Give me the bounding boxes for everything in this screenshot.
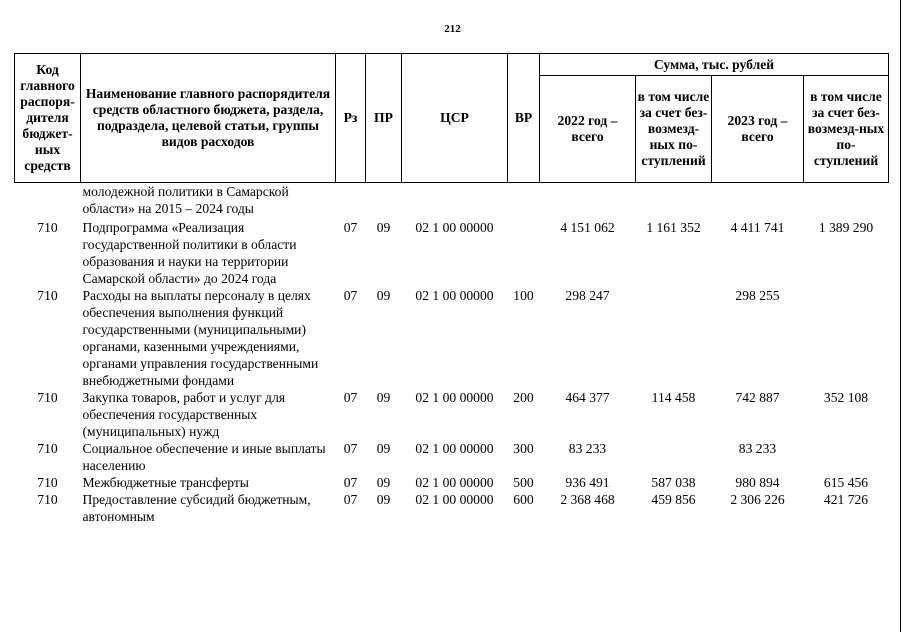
cell-pr: 09 (376, 474, 391, 490)
cell-vr (508, 183, 540, 219)
header-sum: Сумма, тыс. рублей (540, 54, 889, 76)
cell-csr (402, 183, 508, 219)
cell-csr: 02 1 00 00000 (415, 219, 494, 235)
cell-rz: 07 (343, 474, 358, 490)
cell-csr: 02 1 00 00000 (415, 440, 494, 456)
cell-csr: 02 1 00 00000 (415, 491, 494, 507)
cell-2023-free: 615 456 (823, 474, 869, 490)
cell-pr: 09 (376, 219, 391, 235)
header-rz: Рз (336, 54, 366, 183)
cell-2023-free (804, 440, 889, 474)
cell-2022-free: 1 161 352 (646, 219, 701, 235)
cell-2023-total: 298 255 (735, 287, 780, 303)
cell-2022-free (636, 287, 712, 389)
cell-name: молодежной политики в Самарской области» на 2015 – 2024 годы (82, 184, 289, 216)
header-2023-total: 2023 год – всего (712, 76, 804, 183)
cell-csr: 02 1 00 00000 (415, 389, 494, 405)
cell-code: 710 (37, 440, 58, 456)
cell-vr (508, 219, 540, 287)
cell-2023-total: 742 887 (735, 389, 780, 405)
cell-2022-total: 298 247 (565, 287, 610, 303)
header-name: Наименование главного распорядителя средств областного бюджета, раздела, подраздела, целевой статьи, группы видов расходов (81, 54, 336, 183)
cell-2022-total: 83 233 (568, 440, 607, 456)
table-row (15, 474, 889, 491)
table-row (15, 287, 889, 389)
table-row (15, 440, 889, 474)
cell-rz: 07 (343, 219, 358, 235)
header-2023-free: в том числе за счет без-возмезд-ных по-ступлений (804, 76, 889, 183)
cell-vr: 300 (513, 440, 534, 456)
cell-csr: 02 1 00 00000 (415, 474, 494, 490)
cell-2023-total: 2 306 226 (730, 491, 785, 507)
table-row (15, 219, 889, 287)
cell-2022-total: 2 368 468 (560, 491, 615, 507)
cell-2022-free: 459 856 (651, 491, 696, 507)
cell-2022-free (636, 183, 712, 219)
page-edge-line (900, 0, 901, 632)
cell-2023-free: 352 108 (823, 389, 869, 405)
table-row (15, 389, 889, 440)
cell-code: 710 (37, 389, 58, 405)
cell-name: Расходы на выплаты персоналу в целях обеспечения выполнения функций государственными (муниципальными) органами, казенными учреждениями, органами управления государственными внебюджетными фондами (82, 287, 319, 388)
cell-2022-total: 4 151 062 (560, 219, 615, 235)
cell-csr: 02 1 00 00000 (415, 287, 494, 303)
cell-2023-free (804, 287, 889, 389)
cell-vr: 500 (513, 474, 534, 490)
cell-2023-free (804, 183, 889, 219)
cell-rz: 07 (343, 491, 358, 507)
header-csr: ЦСР (402, 54, 508, 183)
header-vr: ВР (508, 54, 540, 183)
cell-rz: 07 (343, 287, 358, 303)
cell-name: Подпрограмма «Реализация государственной политики в области образования и науки на территории Самарской области» до 2024 года (82, 219, 297, 286)
table-header (15, 54, 889, 183)
cell-pr: 09 (376, 491, 391, 507)
cell-pr (366, 183, 402, 219)
cell-vr: 600 (513, 491, 534, 507)
header-2022-free: в том числе за счет без-возмезд-ных по-ступлений (636, 76, 712, 183)
cell-rz: 07 (343, 440, 358, 456)
cell-2023-total: 4 411 741 (730, 219, 785, 235)
cell-2023-total (712, 183, 804, 219)
cell-code (15, 183, 81, 219)
cell-name: Закупка товаров, работ и услуг для обеспечения государственных (муниципальных) нужд (82, 389, 286, 439)
header-code: Код главного распоря-дителя бюджет-ных средств (15, 54, 81, 183)
cell-code: 710 (37, 491, 58, 507)
cell-2023-free: 1 389 290 (818, 219, 874, 235)
cell-2022-free: 114 458 (651, 389, 696, 405)
budget-table (14, 53, 889, 525)
cell-code: 710 (37, 219, 58, 235)
table-row (15, 183, 889, 219)
header-2022-total: 2022 год – всего (540, 76, 636, 183)
cell-name: Социальное обеспечение и иные выплаты населению (82, 440, 326, 473)
cell-vr: 200 (513, 389, 534, 405)
table-body (15, 183, 889, 525)
cell-pr: 09 (376, 440, 391, 456)
cell-2023-total: 83 233 (738, 440, 777, 456)
cell-vr: 100 (513, 287, 534, 303)
cell-2022-total: 464 377 (565, 389, 610, 405)
cell-code: 710 (37, 474, 58, 490)
cell-pr: 09 (376, 389, 391, 405)
cell-2022-free: 587 038 (651, 474, 696, 490)
cell-2022-total: 936 491 (565, 474, 610, 490)
cell-name: Предоставление субсидий бюджетным, автономным (82, 491, 311, 524)
cell-rz (336, 183, 366, 219)
cell-2022-free (636, 440, 712, 474)
cell-rz: 07 (343, 389, 358, 405)
page-number: 212 (444, 23, 461, 35)
cell-2022-total (540, 183, 636, 219)
cell-pr: 09 (376, 287, 391, 303)
cell-name: Межбюджетные трансферты (82, 474, 249, 490)
cell-code: 710 (37, 287, 58, 303)
header-pr: ПР (366, 54, 402, 183)
table-row (15, 491, 889, 525)
cell-2023-free: 421 726 (823, 491, 869, 507)
cell-2023-total: 980 894 (735, 474, 780, 490)
